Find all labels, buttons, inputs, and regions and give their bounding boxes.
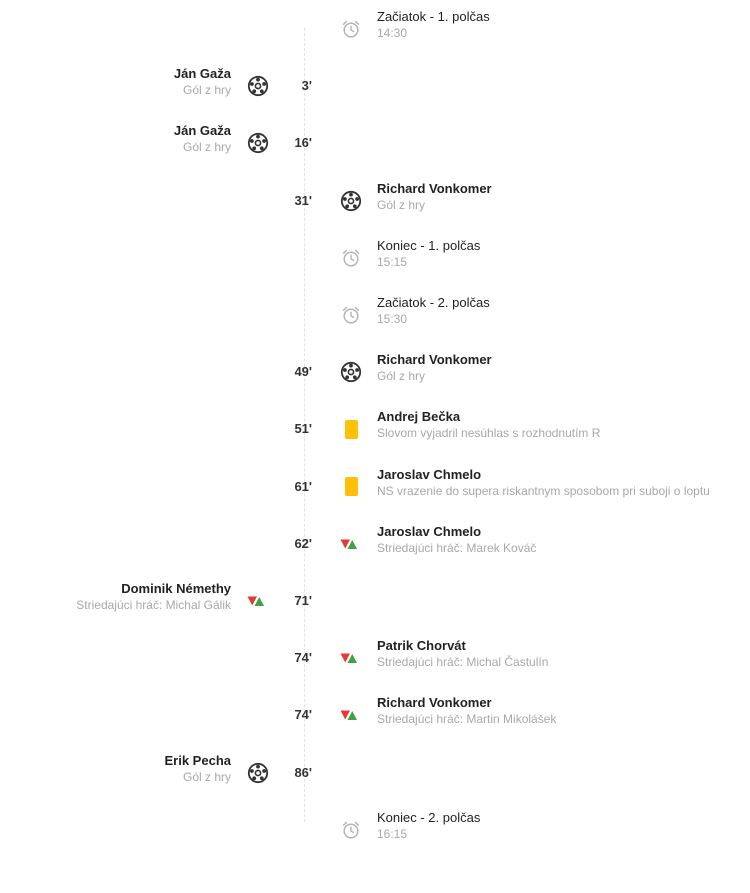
event-row-sub — [0, 694, 750, 734]
soccer-ball-icon — [245, 130, 271, 156]
event-minute: 3' — [301, 78, 312, 94]
event-detail: Gól z hry — [182, 83, 231, 98]
event-text — [377, 637, 548, 670]
soccer-ball-icon — [338, 188, 364, 214]
event-row-goal — [0, 122, 750, 162]
player-name: Ján Gaža — [173, 66, 231, 82]
alarm-clock-icon — [338, 817, 364, 843]
event-row-goal — [0, 351, 750, 391]
period-label: Začiatok - 2. polčas — [377, 295, 490, 310]
event-minute: 74' — [294, 650, 312, 666]
event-text — [377, 523, 536, 556]
event-row-period — [0, 8, 750, 48]
player-name: Patrik Chorvát — [377, 638, 466, 654]
event-text — [165, 752, 232, 785]
event-detail: Gól z hry — [182, 769, 231, 784]
event-text — [377, 408, 600, 441]
event-row-yellow — [0, 466, 750, 506]
event-text — [377, 466, 710, 499]
yellow-card-shape — [345, 420, 358, 439]
event-text — [76, 580, 231, 613]
substitution-icon — [338, 645, 364, 671]
substitution-icon — [245, 588, 271, 614]
event-row-goal — [0, 752, 750, 792]
event-detail: Slovom vyjadril nesúhlas s rozhodnutím R — [377, 426, 601, 441]
alarm-clock-icon — [338, 245, 364, 271]
alarm-clock-icon — [338, 16, 364, 42]
period-time: 16:15 — [377, 826, 408, 841]
event-text — [174, 122, 231, 155]
event-detail: Striedajúci hráč: Marek Kováč — [377, 540, 537, 555]
event-row-sub — [0, 580, 750, 620]
player-name: Jaroslav Chmelo — [377, 466, 482, 482]
event-detail: Gól z hry — [377, 369, 426, 384]
event-minute: 61' — [294, 478, 312, 494]
event-row-period — [0, 237, 750, 277]
event-text — [377, 8, 490, 41]
alarm-clock-icon — [338, 302, 364, 328]
substitution-icon — [338, 531, 364, 557]
player-name: Richard Vonkomer — [377, 180, 492, 196]
event-text — [377, 294, 490, 327]
player-name: Jaroslav Chmelo — [377, 523, 482, 539]
player-name: Richard Vonkomer — [377, 695, 492, 711]
event-minute: 74' — [294, 707, 312, 723]
event-minute: 86' — [294, 764, 312, 780]
soccer-ball-icon — [245, 73, 271, 99]
period-time: 14:30 — [377, 26, 408, 40]
event-text — [377, 237, 480, 270]
event-row-period — [0, 294, 750, 334]
period-time: 15:15 — [377, 254, 408, 269]
event-detail: Striedajúci hráč: Martin Mikolášek — [377, 712, 557, 727]
event-row-goal — [0, 180, 750, 220]
event-text — [377, 694, 556, 727]
player-name: Ján Gaža — [173, 123, 231, 139]
period-label: Začiatok - 1. polčas — [377, 9, 490, 24]
substitution-icon — [338, 702, 364, 728]
event-minute: 49' — [294, 364, 312, 380]
event-detail: NS vrazenie do supera riskantnym sposobom pri suboji o loptu — [377, 483, 710, 498]
player-name: Dominik Némethy — [121, 581, 231, 596]
period-label: Koniec - 2. polčas — [377, 809, 481, 825]
event-text — [377, 180, 492, 213]
yellow-card-icon — [338, 474, 364, 500]
event-row-sub — [0, 523, 750, 563]
event-text — [377, 351, 492, 384]
event-detail: Gól z hry — [182, 140, 231, 155]
event-minute: 31' — [294, 192, 312, 208]
event-minute: 62' — [294, 535, 312, 551]
event-row-sub — [0, 637, 750, 677]
event-row-goal — [0, 65, 750, 105]
event-detail: Gól z hry — [377, 197, 426, 212]
period-time: 15:30 — [377, 312, 408, 326]
soccer-ball-icon — [338, 359, 364, 385]
event-row-yellow — [0, 408, 750, 448]
yellow-card-icon — [338, 416, 364, 442]
soccer-ball-icon — [245, 760, 271, 786]
event-row-period — [0, 809, 750, 849]
player-name: Andrej Bečka — [377, 409, 461, 425]
event-minute: 51' — [294, 421, 312, 437]
event-text — [377, 809, 480, 842]
event-text — [174, 65, 231, 98]
period-label: Koniec - 1. polčas — [377, 237, 481, 253]
yellow-card-shape — [345, 477, 358, 496]
player-name: Richard Vonkomer — [377, 352, 492, 368]
event-detail: Striedajúci hráč: Michal Gálik — [76, 598, 231, 612]
event-minute: 71' — [294, 593, 312, 608]
player-name: Erik Pecha — [164, 752, 231, 768]
event-minute: 16' — [294, 135, 312, 151]
event-detail: Striedajúci hráč: Michal Častulín — [377, 655, 549, 670]
